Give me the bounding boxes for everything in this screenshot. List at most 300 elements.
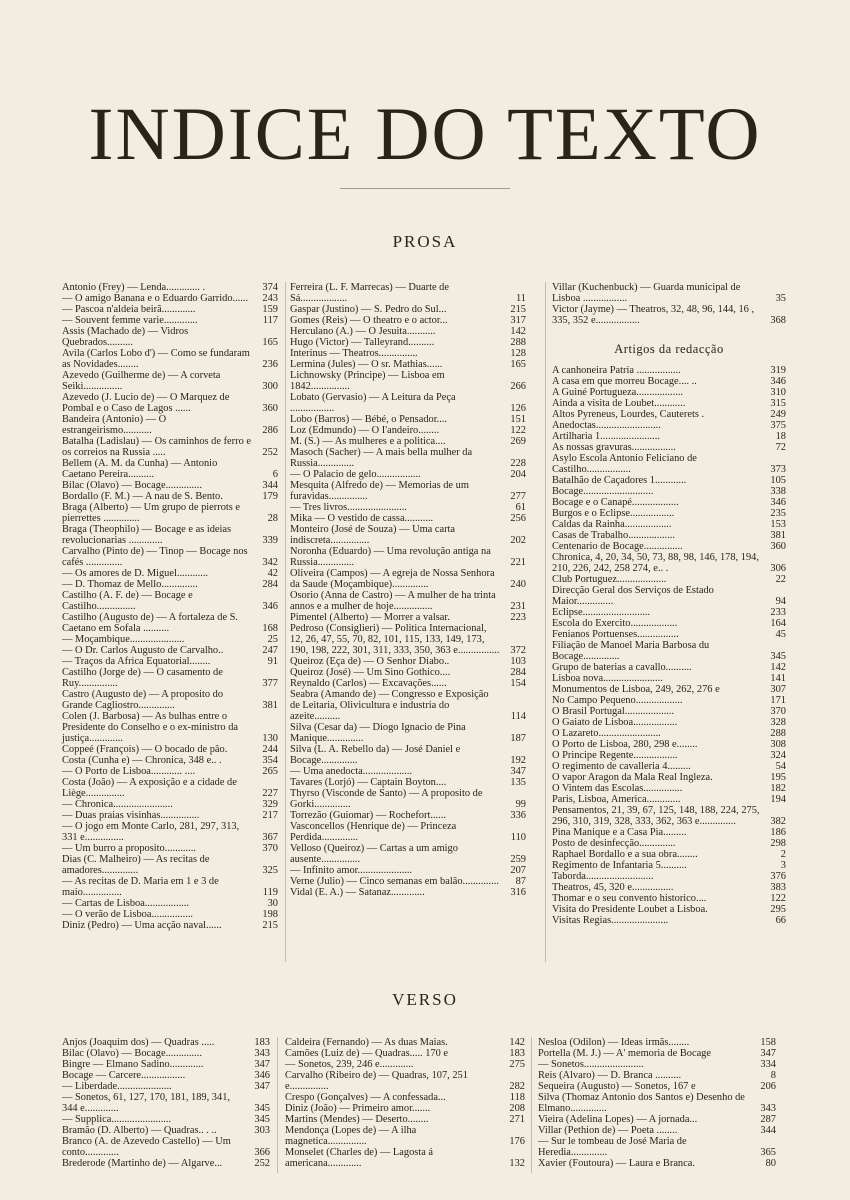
entry-text: — Pascoa n'aldeia beirã............. [62,304,196,315]
entry-text: Brederode (Martinho de) — Algarve... [62,1158,223,1169]
entry-page-number: 119 [262,887,278,898]
entry-page-number: 343 [760,1103,776,1114]
entry-page-number: 365 [760,1147,776,1158]
index-entry [552,805,786,827]
index-entry [285,1048,525,1059]
entry-text: Eclipse.......................... [552,607,651,618]
entry-page-number: 94 [775,596,786,607]
entry-text: Ainda a visita de Loubet............ [552,398,686,409]
index-entry [62,1048,270,1059]
entry-page-number: 105 [770,475,786,486]
entry-text: Batalhão de Caçadores 1............ [552,475,687,486]
entry-page-number: 3 [780,860,786,871]
entry-page-number: 266 [510,381,526,392]
entry-page-number: 110 [510,832,526,843]
entry-page-number: 202 [510,535,526,546]
entry-text: Anedoctas......................... [552,420,661,431]
entry-page-number: 370 [262,843,278,854]
index-entry [552,420,786,431]
index-entry [538,1092,776,1114]
entry-page-number: 347 [254,1059,270,1070]
entry-text: A casa em que morreu Bocage.... .. [552,376,697,387]
entry-page-number: 376 [770,871,786,882]
entry-text: O Vintem das Escolas............... [552,783,683,794]
entry-text: Altos Pyreneus, Lourdes, Cauterets . [552,409,705,420]
entry-page-number: 171 [770,695,786,706]
entry-page-number: 235 [770,508,786,519]
verso-heading: VERSO [392,990,458,1009]
entry-page-number: 142 [510,326,526,337]
entry-page-number: 336 [510,810,526,821]
index-entry [62,480,278,491]
index-entry [552,893,786,904]
entry-text: Anjos (Joaquim dos) — Quadras ..... [62,1037,215,1048]
index-entry [290,810,526,821]
index-entry [62,689,278,711]
entry-page-number: 30 [267,898,278,909]
entry-text: Pina Manique e a Casa Pia......... [552,827,687,838]
entry-text: Villar (Pethion de) — Poeta ........ [538,1125,678,1136]
index-entry [285,1114,525,1125]
index-entry [62,667,278,689]
entry-page-number: 22 [775,574,786,585]
entry-text: Regimento de Infantaria 5.......... [552,860,687,871]
entry-page-number: 346 [770,497,786,508]
entry-text: Direcção Geral dos Serviços de Estado Maior.............. [552,585,714,607]
entry-text: O Principe Regente................. [552,750,678,761]
entry-text: Diniz (João) — Primeiro amor....... [285,1103,431,1114]
entry-page-number: 154 [510,678,526,689]
entry-text: Paris, Lisboa, America............. [552,794,681,805]
entry-page-number: 61 [515,502,526,513]
entry-page-number: 217 [262,810,278,821]
index-entry [552,508,786,519]
entry-page-number: 345 [254,1114,270,1125]
entry-text: Costa (Cunha e) — Chronica, 348 e.. . [62,755,222,766]
entry-page-number: 103 [510,656,526,667]
entry-page-number: 165 [510,359,526,370]
entry-page-number: 344 [262,480,278,491]
entry-page-number: 346 [262,601,278,612]
entry-text: Avila (Carlos Lobo d') — Como se fundaram as Novidades........ [62,348,250,370]
entry-page-number: 329 [262,799,278,810]
entry-text: — O jogo em Monte Carlo, 281, 297, 313, 331 e............... [62,821,240,843]
entry-text: Branco (A. de Azevedo Castello) — Um conto............. [62,1136,231,1158]
index-entry [62,293,278,304]
index-entry [552,640,786,662]
index-entry [62,414,278,436]
index-entry [552,750,786,761]
index-entry [290,766,526,777]
entry-text: Bellem (A. M. da Cunha) — Antonio Caetano Pereira.......... [62,458,218,480]
entry-text: — Duas praias visinhas............... [62,810,200,821]
entry-text: Camões (Luiz de) — Quadras..... 170 e [285,1048,449,1059]
entry-text: Silva (Cesar da) — Diogo Ignacio de Pina Manique.............. [290,722,466,744]
index-entry [552,849,786,860]
entry-page-number: 243 [262,293,278,304]
index-entry [552,585,786,607]
page-title: INDICE DO TEXTO [88,93,762,176]
index-entry [285,1070,525,1092]
entry-page-number: 315 [770,398,786,409]
entry-text: Reynaldo (Carlos) — Excavações...... [290,678,447,689]
entry-page-number: 99 [515,799,526,810]
entry-text: Reis (Alvaro) — D. Branca .......... [538,1070,682,1081]
index-entry [290,447,526,469]
entry-page-number: 206 [760,1081,776,1092]
index-entry [290,282,526,304]
entry-page-number: 11 [515,293,526,304]
entry-page-number: 360 [262,403,278,414]
entry-page-number: 287 [760,1114,776,1125]
index-entry [62,612,278,634]
entry-text: — Tres livros....................... [290,502,407,513]
entry-page-number: 288 [510,337,526,348]
entry-text: Seabra (Amando de) — Congresso e Exposição de Leitaria, Olivicultura e industria do azeite.......... [290,689,489,722]
entry-text: Lichnowsky (Principe) — Lisboa em 1842............... [290,370,445,392]
entry-page-number: 6 [272,469,278,480]
entry-text: Vidal (E. A.) — Satanaz............. [290,887,425,898]
entry-text: Lisboa nova....................... [552,673,663,684]
entry-text: — O verão de Lisboa................ [62,909,194,920]
index-entry [290,744,526,766]
entry-text: Azevedo (Guilherme de) — A corveta Seiki............... [62,370,221,392]
entry-text: Mendonça (Lopes de) — A ilha magnetica............... [285,1125,417,1147]
index-entry [290,777,526,788]
entry-page-number: 284 [510,667,526,678]
index-entry [62,656,278,667]
prosa-column-3 [552,282,786,926]
entry-text: O vapor Aragon da Mala Real Ingleza. [552,772,713,783]
index-entry [538,1125,776,1136]
index-entry [62,392,278,414]
index-entry [62,502,278,524]
index-entry [290,612,526,623]
entry-text: Azevedo (J. Lucio de) — O Marquez de Pombal e o Caso de Lagos ...... [62,392,230,414]
index-entry [62,1092,270,1114]
entry-text: Noronha (Eduardo) — Uma revolução antiga na Russia.............. [290,546,491,568]
entry-page-number: 122 [510,425,526,436]
index-entry [538,1136,776,1158]
index-entry [290,568,526,590]
entry-text: Queiroz (Eça de) — O Senhor Diabo.. [290,656,450,667]
index-entry [290,865,526,876]
entry-text: — Um burro a proposito............ [62,843,196,854]
index-entry [552,376,786,387]
index-entry [290,689,526,722]
entry-page-number: 118 [509,1092,525,1103]
entry-page-number: 247 [262,645,278,656]
entry-page-number: 168 [262,623,278,634]
index-entry [62,1136,270,1158]
entry-text: Nesloa (Odilon) — Ideas irmãs........ [538,1037,690,1048]
entry-text: Carvalho (Pinto de) — Tinop — Bocage nos cafés .............. [62,546,248,568]
entry-page-number: 345 [770,651,786,662]
entry-text: A canhoneira Patria ................. [552,365,681,376]
index-entry [62,634,278,645]
entry-text: Loz (Edmundo) — O I'andeiro........ [290,425,440,436]
index-entry [552,772,786,783]
entry-page-number: 2 [780,849,786,860]
entry-text: Caldas da Rainha.................. [552,519,672,530]
entry-page-number: 187 [510,733,526,744]
index-entry [552,684,786,695]
entry-text: Posto de desinfecção.............. [552,838,676,849]
entry-text: Caldeira (Fernando) — As duas Maias. [285,1037,448,1048]
index-entry [552,453,786,475]
index-entry [538,1114,776,1125]
index-entry [62,370,278,392]
index-entry [552,838,786,849]
verso-column-2 [285,1037,525,1169]
entry-page-number: 208 [509,1103,525,1114]
entry-text: Batalha (Ladislau) — Os caminhos de ferro e os correios na Russia ..... [62,436,251,458]
index-entry [62,1059,270,1070]
entry-page-number: 236 [262,359,278,370]
entry-page-number: 192 [510,755,526,766]
index-entry [62,1070,270,1081]
entry-page-number: 35 [775,293,786,304]
entry-page-number: 223 [510,612,526,623]
entry-page-number: 339 [262,535,278,546]
entry-page-number: 204 [510,469,526,480]
index-entry [552,409,786,420]
column-divider [277,1037,278,1173]
entry-page-number: 126 [510,403,526,414]
entry-text: — O Porto de Lisboa............ .... [62,766,196,777]
index-entry [552,398,786,409]
entry-text: Monteiro (José de Souza) — Uma carta indiscreta............... [290,524,456,546]
entry-text: — Infinito amor..................... [290,865,413,876]
column-divider [531,1037,532,1173]
index-entry [62,843,278,854]
entry-text: — Liberdade..................... [62,1081,172,1092]
entry-text: Castilho (Jorge de) — O casamento de Ruy............... [62,667,223,689]
index-entry [62,920,278,931]
index-entry [62,810,278,821]
entry-page-number: 130 [262,733,278,744]
entry-text: Lermina (Jules) — O sr. Mathias...... [290,359,443,370]
entry-page-number: 25 [267,634,278,645]
index-entry [62,1158,270,1169]
index-entry [552,475,786,486]
entry-text: Pensamentos, 21, 39, 67, 125, 148, 188, 224, 275, 296, 310, 319, 328, 333, 362, 363 e.............. [552,805,760,827]
index-entry [552,442,786,453]
entry-text: Gomes (Reis) — O theatro e o actor... [290,315,448,326]
entry-page-number: 18 [775,431,786,442]
index-entry [290,502,526,513]
entry-page-number: 233 [770,607,786,618]
index-entry [290,414,526,425]
entry-text: Silva (Thomaz Antonio dos Santos e) Desenho de Elmano.............. [538,1092,745,1114]
index-entry [285,1037,525,1048]
entry-page-number: 319 [770,365,786,376]
index-entry [62,590,278,612]
index-entry [552,904,786,915]
index-entry [552,662,786,673]
entry-page-number: 87 [515,876,526,887]
entry-page-number: 343 [254,1048,270,1059]
index-entry [290,722,526,744]
entry-text: — Moçambique..................... [62,634,185,645]
verso-column-1 [62,1037,270,1169]
entry-page-number: 252 [254,1158,270,1169]
entry-text: Martins (Mendes) — Deserto........ [285,1114,429,1125]
entry-text: Artilharia 1....................... [552,431,660,442]
entry-page-number: 269 [510,436,526,447]
index-entry [290,590,526,612]
entry-page-number: 375 [770,420,786,431]
entry-page-number: 45 [775,629,786,640]
index-entry [290,667,526,678]
entry-page-number: 249 [770,409,786,420]
entry-text: Theatros, 45, 320 e................ [552,882,674,893]
entry-page-number: 207 [510,865,526,876]
entry-text: Costa (João) — A exposição e a cidade de Liège............... [62,777,237,799]
entry-page-number: 159 [262,304,278,315]
entry-text: — O Palacio de gelo................. [290,469,421,480]
entry-text: No Campo Pequeno.................. [552,695,683,706]
entry-page-number: 310 [770,387,786,398]
entry-text: Carvalho (Ribeiro de) — Quadras, 107, 251 e............... [285,1070,468,1092]
entry-text: Coppeé (François) — O bocado de pão. [62,744,228,755]
entry-page-number: 377 [262,678,278,689]
index-entry [538,1048,776,1059]
index-entry [552,783,786,794]
entry-text: As nossas gravuras................. [552,442,676,453]
entry-text: Dias (C. Malheiro) — As recitas de amadores.............. [62,854,210,876]
index-entry [552,706,786,717]
index-entry [552,827,786,838]
index-entry [62,1114,270,1125]
index-entry [552,530,786,541]
entry-text: Braga (Alberto) — Um grupo de pierrots e pierrettes .............. [62,502,241,524]
entry-page-number: 80 [765,1158,776,1169]
index-entry [552,761,786,772]
entry-text: Verne (Julio) — Cinco semanas em balão.............. [290,876,499,887]
index-entry [552,695,786,706]
entry-page-number: 195 [770,772,786,783]
entry-page-number: 215 [510,304,526,315]
entry-text: Velloso (Queiroz) — Cartas a um amigo ausente............... [290,843,458,865]
index-entry [290,370,526,392]
entry-page-number: 153 [770,519,786,530]
entry-page-number: 164 [770,618,786,629]
entry-text: Crespo (Gonçalves) — A confessada... [285,1092,446,1103]
index-entry [62,777,278,799]
index-entry [62,645,278,656]
entry-text: — Chronica....................... [62,799,173,810]
entry-text: Monumentos de Lisboa, 249, 262, 276 e [552,684,720,695]
index-entry [290,821,526,843]
entry-text: Queiroz (José) — Um Sino Gothico.... [290,667,451,678]
entry-text: Castilho (Augusto de) — A fortaleza de S. Caetano em Sofala .......... [62,612,239,634]
entry-text: Asylo Escola Antonio Feliciano de Castilho................. [552,453,697,475]
entry-text: Chronica, 4, 20, 34, 50, 73, 88, 98, 146, 178, 194, 210, 226, 242, 258 274, e.. . [552,552,759,574]
entry-page-number: 306 [770,563,786,574]
index-entry [290,326,526,337]
index-entry [290,425,526,436]
entry-page-number: 344 [760,1125,776,1136]
entry-page-number: 8 [770,1070,776,1081]
artigos-subheading: Artigos da redacção [614,342,724,356]
entry-text: — Cartas de Lisboa................. [62,898,189,909]
entry-text: Braga (Theophilo) — Bocage e as ideias revolucionarias ............. [62,524,232,546]
prosa-column-2 [290,282,526,898]
entry-text: Castilho (A. F. de) — Bocage e Castilho............... [62,590,193,612]
entry-text: O Gaiato de Lisboa................. [552,717,678,728]
entry-text: Bocage........................... [552,486,654,497]
entry-page-number: 284 [262,579,278,590]
index-entry [290,623,526,656]
entry-page-number: 231 [510,601,526,612]
entry-page-number: 265 [262,766,278,777]
entry-text: Bordallo (F. M.) — A nau de S. Bento. [62,491,223,502]
index-entry [552,497,786,508]
index-entry [552,860,786,871]
entry-text: — O Dr. Carlos Augusto de Carvalho.. [62,645,224,656]
entry-text: — Supplica....................... [62,1114,172,1125]
entry-page-number: 354 [262,755,278,766]
verso-column-3 [538,1037,776,1169]
prosa-column-1 [62,282,278,931]
entry-page-number: 54 [775,761,786,772]
entry-text: Castro (Augusto de) — A proposito do Grande Cagliostro.............. [62,689,224,711]
entry-text: Burgos e o Eclipse................. [552,508,675,519]
entry-page-number: 347 [510,766,526,777]
entry-page-number: 342 [262,557,278,568]
entry-page-number: 381 [262,700,278,711]
index-entry [285,1059,525,1070]
entry-page-number: 368 [770,315,786,326]
index-entry [62,568,278,579]
entry-page-number: 183 [509,1048,525,1059]
index-entry [290,436,526,447]
index-entry [62,876,278,898]
index-entry [538,1158,776,1169]
entry-text: Club Portuguez................... [552,574,667,585]
index-entry [290,348,526,359]
entry-page-number: 142 [509,1037,525,1048]
entry-page-number: 374 [262,282,278,293]
entry-text: Lobo (Barros) — Bébé, o Pensador.... [290,414,447,425]
index-entry [62,579,278,590]
index-entry [552,387,786,398]
entry-text: — As recitas de D. Maria em 1 e 3 de maio............... [62,876,219,898]
entry-text: — Traços da Africa Equatorial........ [62,656,211,667]
index-entry [290,359,526,370]
index-entry [62,854,278,876]
entry-page-number: 286 [262,425,278,436]
index-entry [290,524,526,546]
entry-page-number: 288 [770,728,786,739]
entry-text: Masoch (Sacher) — A mais bella mulher da Russia.............. [290,447,473,469]
entry-text: Gaspar (Justino) — S. Pedro do Sul... [290,304,447,315]
entry-page-number: 383 [770,882,786,893]
entry-page-number: 259 [510,854,526,865]
entry-text: Silva (L. A. Rebello da) — José Daniel e Bocage.............. [290,744,461,766]
entry-text: Bilac (Olavo) — Bocage.............. [62,480,202,491]
entry-text: Bocage e o Canapé.................. [552,497,679,508]
entry-page-number: 198 [262,909,278,920]
entry-page-number: 347 [254,1081,270,1092]
entry-page-number: 373 [770,464,786,475]
entry-text: Raphael Bordallo e a sua obra........ [552,849,698,860]
entry-text: Ferreira (L. F. Marrecas) — Duarte de Sá.................. [290,282,449,304]
entry-text: Casas de Trabalho.................. [552,530,675,541]
entry-page-number: 382 [770,816,786,827]
index-entry [552,871,786,882]
